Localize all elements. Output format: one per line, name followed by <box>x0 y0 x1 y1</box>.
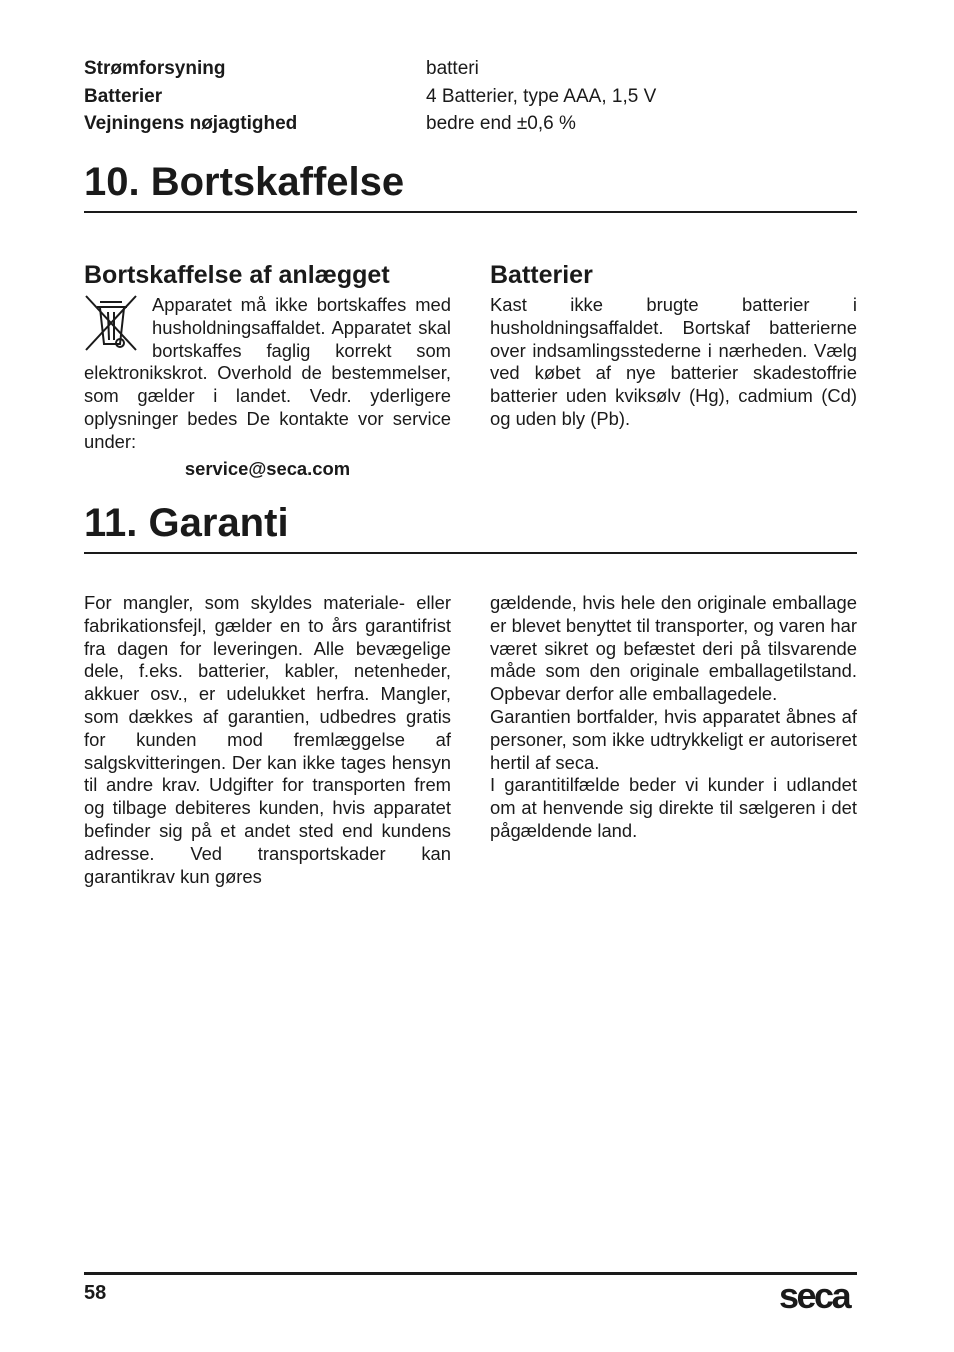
seca-logo <box>777 1276 859 1316</box>
battery-disposal-column <box>490 260 857 431</box>
spec-row <box>84 85 864 113</box>
battery-disposal-heading: Batterier <box>490 261 593 289</box>
spec-value: 4 Batterier, type AAA, 1,5 V <box>426 85 657 107</box>
spec-label: Vejningens nøjagtighed <box>84 113 298 134</box>
spec-value: batteri <box>426 58 479 79</box>
section-title-disposal: 10. Bortskaffelse <box>84 159 857 213</box>
battery-disposal-text: Kast ikke brugte batterier i husholdningsaffaldet. Bortskaf batterierne over indsamlingsstederne i nærheden. Vælg ved købet af nye batterier skadestoffrie batterier uden kviksølv (Hg), cadmium (Cd) og uden bly (Pb). <box>490 294 857 429</box>
spec-value: bedre end ±0,6 % <box>426 113 576 134</box>
section-title-warranty: 11. Garanti <box>84 500 857 554</box>
warranty-paragraph: Garantien bortfalder, hvis apparatet åbnes af personer, som ikke udtrykkeligt er autoriseret hertil af seca. <box>490 705 857 773</box>
warranty-column-right <box>490 592 857 843</box>
crossed-out-wheelie-bin-icon <box>82 294 140 354</box>
footer-divider <box>84 1272 857 1275</box>
spec-row <box>84 57 864 85</box>
warranty-paragraph: gældende, hvis hele den originale emballage er blevet benyttet til transporter, og varen har været sikret og befæstet deri på tilsvarende måde som den originale emballagetilstand. Opbevar derfor alle emballagedele. <box>490 592 857 705</box>
technical-specs <box>84 57 864 140</box>
service-email: service@seca.com <box>184 457 351 479</box>
warranty-paragraph: I garantitilfælde beder vi kunder i udlandet om at henvende sig direkte til sælgeren i det pågældende land. <box>490 774 857 841</box>
spec-row <box>84 112 864 140</box>
spec-label: Batterier <box>84 85 163 107</box>
device-disposal-heading: Bortskaffelse af anlægget <box>84 261 390 289</box>
page-number: 58 <box>84 1282 107 1304</box>
spec-label: Strømforsyning <box>84 58 226 79</box>
device-disposal-column <box>84 260 451 481</box>
svg-text:seca: seca <box>779 1276 850 1316</box>
warranty-paragraph: For mangler, som skyldes materiale- eller fabrikationsfejl, gælder en to års garantifrist fra dagen for leveringen. Alle bevægelige dele, f.eks. batterier, kabler, netenheder, akkuer osv., er udelukket herfra. Mangler, som dækkes af garantien, udbedres gratis for kunden mod fremlæggelse af salgskvitteringen. Der kan ikke tages hensyn til andre krav. Udgifter for transporten frem og tilbage debiteres kunden, hvis apparatet befinder sig på et andet sted end kundens adresse. Ved transportskader kan garantikrav kun gøres <box>84 592 451 887</box>
warranty-column-left <box>84 592 451 888</box>
device-disposal-text: Apparatet må ikke bortskaffes med husholdningsaffaldet. Apparatet skal bortskaffes faglig korrekt som elektronikskrot. Overhold de bestemmelser, som gælder i landet. Vedr. yderligere oplysninger bedes De kontakte vor service under: <box>84 294 451 452</box>
